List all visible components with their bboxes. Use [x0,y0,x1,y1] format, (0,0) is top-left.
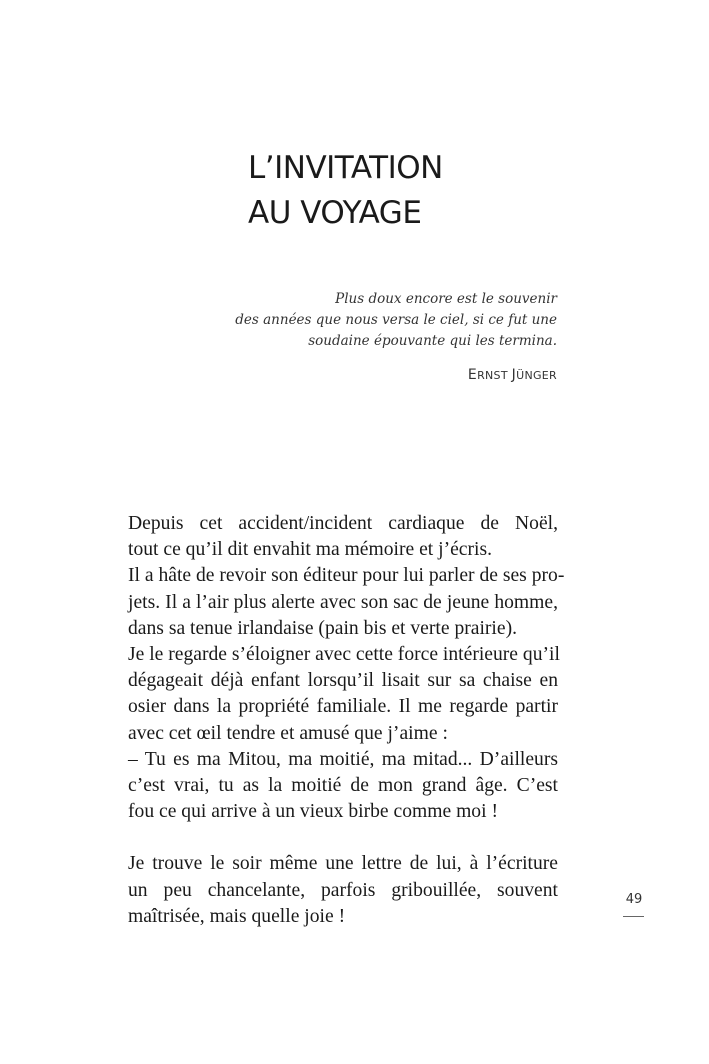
text-line: dégageait déjà enfant lorsqu’il lisait sur sa chaise en [128,670,558,692]
page-number: 49 [625,892,643,907]
text-line: c’est vrai, tu as la moitié de mon grand âge. C’est [128,775,558,797]
chapter-title-line: AU VOYAGE [248,195,422,231]
text-line: avec cet œil tendre et amusé que j’aime : [128,722,448,744]
epigraph-line: Plus doux encore est le souvenir [335,291,557,307]
author-initial: J [511,367,517,383]
paragraph [128,511,565,825]
epigraph-author [468,367,557,383]
page-number-rule [623,916,644,917]
epigraph-line: des années que nous versa le ciel, si ce fut une [235,312,557,328]
chapter-title [248,146,548,236]
text-line: tout ce qu’il dit envahit ma mémoire et j’écris. [128,539,492,561]
chapter-title-line: L’INVITATION [248,150,443,186]
author-initial: E [467,367,478,383]
paragraph-gap [128,825,558,851]
text-line: Je le regarde s’éloigner avec cette force intérieure qu’il [128,644,560,666]
paragraph [128,851,558,930]
text-line: – Tu es ma Mitou, ma moitié, ma mitad... D’ailleurs [128,748,558,770]
author-smallcaps: RNST [477,369,512,382]
author-smallcaps: ÜNGER [516,369,557,382]
text-line: dans sa tenue irlandaise (pain bis et verte prairie). [128,617,517,639]
text-line: maîtrisée, mais quelle joie ! [128,905,346,927]
epigraph-line: soudaine épouvante qui les termina. [308,333,557,349]
text-line: fou ce qui arrive à un vieux birbe comme moi ! [128,801,498,823]
text-line: osier dans la propriété familiale. Il me regarde partir [128,696,558,718]
body-text [128,511,565,930]
text-line: Je trouve le soir même une lettre de lui, à l’écriture [128,853,558,875]
text-line: un peu chancelante, parfois gribouillée, souvent [128,879,558,901]
text-line: Depuis cet accident/incident cardiaque de Noël, [128,513,558,534]
epigraph-quote [197,289,557,352]
text-line: jets. Il a l’air plus alerte avec son sac de jeune homme, [128,591,558,613]
text-line: Il a hâte de revoir son éditeur pour lui parler de ses pro- [128,565,565,587]
